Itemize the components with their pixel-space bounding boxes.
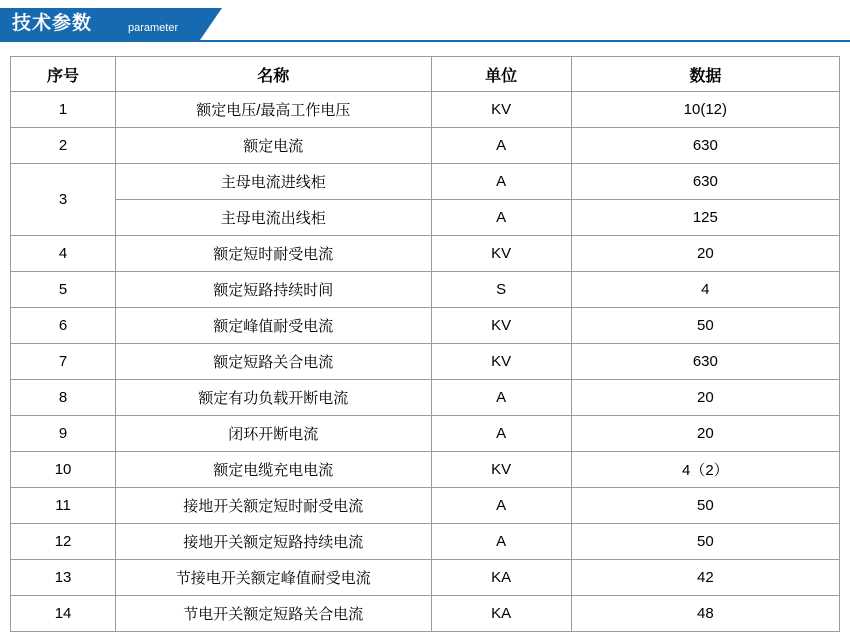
table-header <box>11 57 840 92</box>
cell-value: 630 <box>571 128 839 164</box>
cell-value: 20 <box>571 416 839 452</box>
cell-unit: KV <box>431 236 571 272</box>
cell-value: 48 <box>571 596 839 632</box>
cell-no: 10 <box>11 452 116 488</box>
table-row <box>11 344 840 380</box>
header-rule <box>0 40 850 42</box>
cell-unit: A <box>431 416 571 452</box>
cell-name: 额定电流 <box>116 128 431 164</box>
cell-value: 10(12) <box>571 92 839 128</box>
cell-name: 额定短路持续时间 <box>116 272 431 308</box>
table-row <box>11 92 840 128</box>
column-header-data: 数据 <box>571 57 839 92</box>
cell-name: 接地开关额定短路持续电流 <box>116 524 431 560</box>
table-header-row <box>11 57 840 92</box>
cell-no: 13 <box>11 560 116 596</box>
cell-no: 3 <box>11 164 116 236</box>
cell-unit: KV <box>431 344 571 380</box>
cell-no: 1 <box>11 92 116 128</box>
cell-no: 12 <box>11 524 116 560</box>
table-row <box>11 128 840 164</box>
cell-unit: KA <box>431 596 571 632</box>
page-header <box>0 0 850 48</box>
cell-name: 额定有功负载开断电流 <box>116 380 431 416</box>
table-row <box>11 200 840 236</box>
cell-no: 2 <box>11 128 116 164</box>
cell-unit: KV <box>431 452 571 488</box>
cell-no: 8 <box>11 380 116 416</box>
cell-unit: A <box>431 200 571 236</box>
cell-value: 50 <box>571 524 839 560</box>
header-band-slant <box>200 8 222 40</box>
cell-name: 额定短时耐受电流 <box>116 236 431 272</box>
table-row <box>11 416 840 452</box>
table-row <box>11 488 840 524</box>
cell-name: 节电开关额定短路关合电流 <box>116 596 431 632</box>
cell-value: 4（2） <box>571 452 839 488</box>
table-row <box>11 164 840 200</box>
table-row <box>11 452 840 488</box>
table-body <box>11 92 840 632</box>
cell-value: 50 <box>571 488 839 524</box>
page-subtitle: parameter <box>128 22 179 34</box>
cell-unit: A <box>431 380 571 416</box>
parameters-table-wrap <box>0 48 850 632</box>
cell-no: 9 <box>11 416 116 452</box>
cell-value: 4 <box>571 272 839 308</box>
cell-value: 630 <box>571 344 839 380</box>
cell-name: 闭环开断电流 <box>116 416 431 452</box>
parameters-table <box>10 56 840 632</box>
cell-value: 50 <box>571 308 839 344</box>
cell-unit: A <box>431 128 571 164</box>
table-row <box>11 596 840 632</box>
table-row <box>11 560 840 596</box>
cell-value: 42 <box>571 560 839 596</box>
cell-value: 125 <box>571 200 839 236</box>
column-header-unit: 单位 <box>431 57 571 92</box>
cell-name: 额定短路关合电流 <box>116 344 431 380</box>
cell-name: 接地开关额定短时耐受电流 <box>116 488 431 524</box>
cell-name: 主母电流出线柜 <box>116 200 431 236</box>
cell-name: 额定电压/最高工作电压 <box>116 92 431 128</box>
cell-no: 4 <box>11 236 116 272</box>
column-header-name: 名称 <box>116 57 431 92</box>
cell-unit: S <box>431 272 571 308</box>
table-row <box>11 524 840 560</box>
cell-unit: A <box>431 524 571 560</box>
cell-value: 630 <box>571 164 839 200</box>
cell-name: 额定峰值耐受电流 <box>116 308 431 344</box>
table-row <box>11 308 840 344</box>
cell-no: 7 <box>11 344 116 380</box>
cell-no: 11 <box>11 488 116 524</box>
cell-no: 14 <box>11 596 116 632</box>
cell-unit: KV <box>431 308 571 344</box>
cell-name: 主母电流进线柜 <box>116 164 431 200</box>
cell-name: 额定电缆充电电流 <box>116 452 431 488</box>
cell-unit: A <box>431 164 571 200</box>
cell-value: 20 <box>571 380 839 416</box>
table-row <box>11 236 840 272</box>
table-row <box>11 272 840 308</box>
cell-unit: KV <box>431 92 571 128</box>
cell-no: 5 <box>11 272 116 308</box>
cell-unit: A <box>431 488 571 524</box>
table-row <box>11 380 840 416</box>
cell-unit: KA <box>431 560 571 596</box>
cell-no: 6 <box>11 308 116 344</box>
column-header-no: 序号 <box>11 57 116 92</box>
cell-value: 20 <box>571 236 839 272</box>
page-title: 技术参数 <box>12 13 93 34</box>
cell-name: 节接电开关额定峰值耐受电流 <box>116 560 431 596</box>
